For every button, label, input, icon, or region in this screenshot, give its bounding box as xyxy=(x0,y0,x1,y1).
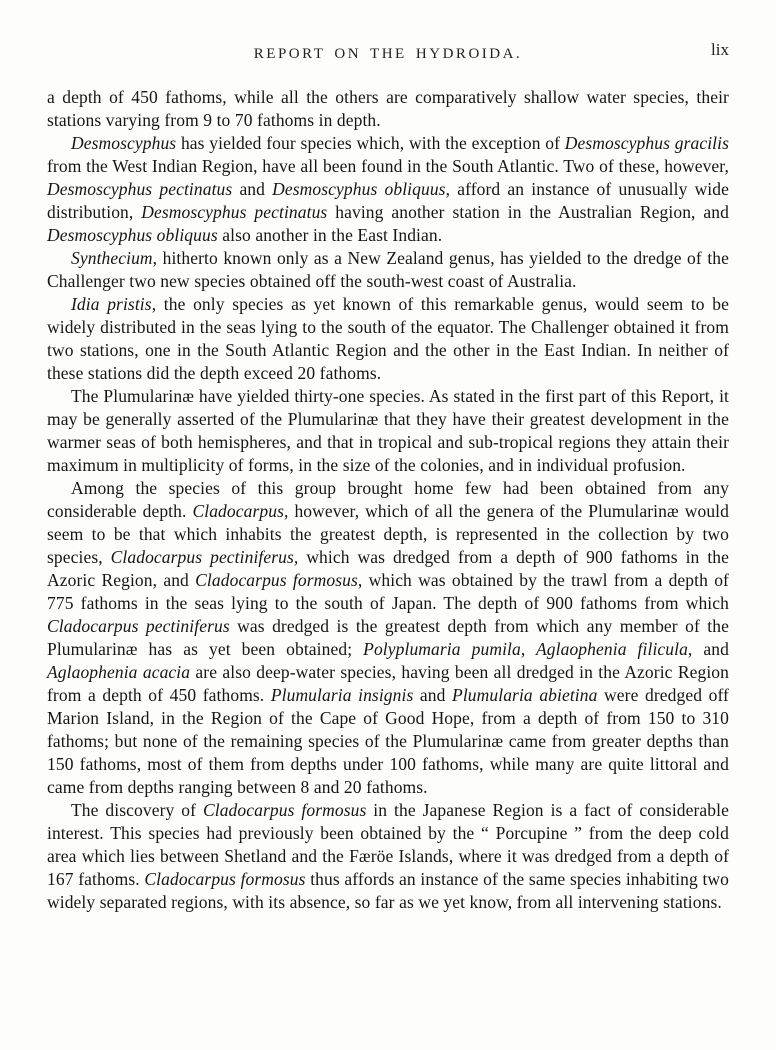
species-name: Desmoscyphus obliquus xyxy=(272,179,446,199)
text-run: are also deep-water species, having been all dredged in the Azoric Region from a depth of 450 fathoms. xyxy=(47,662,729,705)
text-run: and xyxy=(692,639,729,659)
text-run: and xyxy=(232,179,273,199)
paragraph xyxy=(47,799,729,914)
species-name: Aglaophenia acacia xyxy=(47,662,191,682)
paragraph xyxy=(47,247,729,293)
page-header xyxy=(47,40,729,70)
text-run: , hitherto known only as a New Zealand genus, has yielded to the dredge of the Challenger two new species obtained off the south-west coast of Australia. xyxy=(47,248,729,291)
species-name: Plumularia abietina xyxy=(452,685,598,705)
species-name: Desmoscyphus xyxy=(71,133,177,153)
species-name: Cladocarpus formosus xyxy=(202,800,367,820)
text-run: The Plumularinæ have yielded thirty-one species. As stated in the first part of this Report, it may be generally asserted of the Plumularinæ that they have their greatest development in the warmer seas of both hemispheres, and that in tropical and sub-tropical regions they attain their maximum in multiplicity of forms, in the size of the colonies, and in individual profusion. xyxy=(47,386,729,475)
species-name: Synthecium xyxy=(71,248,153,268)
text-run: , afford an instance of unusually wide distribution, xyxy=(47,179,729,222)
paragraph xyxy=(47,293,729,385)
text-run: The discovery of xyxy=(71,800,203,820)
species-name: Polyplumaria pumila, Aglaophenia filicula, xyxy=(363,639,693,659)
species-name: Desmoscyphus pectinatus xyxy=(141,202,328,222)
text-run: having another station in the Australian Region, and xyxy=(327,202,729,222)
text-run: Among the species of this group brought home few had been obtained from any considerable depth. xyxy=(47,478,729,521)
page-body xyxy=(47,86,729,914)
species-name: Desmoscyphus gracilis xyxy=(564,133,729,153)
text-run: from the West Indian Region, have all been found in the South Atlantic. Two of these, however, xyxy=(47,156,729,176)
text-run: was dredged is the greatest depth from which any member of the Plumularinæ has as yet been obtained; xyxy=(47,616,729,659)
species-name: Idia pristis xyxy=(71,294,152,314)
text-run: also another in the East Indian. xyxy=(217,225,443,245)
species-name: Cladocarpus pectiniferus, xyxy=(110,547,299,567)
text-run: has yielded four species which, with the exception of xyxy=(176,133,565,153)
text-run: were dredged off Marion Island, in the Region of the Cape of Good Hope, from a depth of from 150 to 310 fathoms; but none of the remaining species of the Plumularinæ came from greater depths than 150 fathoms, most of them from depths under 100 fathoms, while many are quite littoral and came from depths ranging between 8 and 20 fathoms. xyxy=(47,685,729,797)
paragraph xyxy=(47,477,729,799)
text-run: thus affords an instance of the same species inhabiting two widely separated regions, with its absence, so far as we yet know, from all intervening stations. xyxy=(47,869,729,912)
species-name: Cladocarpus formosus xyxy=(144,869,306,889)
text-run: , the only species as yet known of this remarkable genus, would seem to be widely distributed in the seas lying to the south of the equator. The Challenger obtained it from two stations, one in the South Atlantic Region and the other in the East Indian. In neither of these stations did the depth exceed 20 fathoms. xyxy=(47,294,729,383)
paragraph xyxy=(47,86,729,132)
page-number: lix xyxy=(711,40,729,59)
running-head: REPORT ON THE HYDROIDA. xyxy=(253,46,523,62)
text-run: in the Japanese Region is a fact of considerable interest. This species had previously been obtained by the “ Porcupine ” from the deep cold area which lies between Shetland and the Færöe Islands, where it was dredged from a depth of 167 fathoms. xyxy=(47,800,729,889)
text-run: which was dredged from a depth of 900 fathoms in the Azoric Region, and xyxy=(47,547,729,590)
paragraph xyxy=(47,385,729,477)
text-run: , which was obtained by the trawl from a depth of 775 fathoms in the seas lying to the south of Japan. The depth of 900 fathoms from which xyxy=(47,570,729,613)
paragraph xyxy=(47,132,729,247)
species-name: Cladocarpus formosus xyxy=(195,570,358,590)
species-name: Desmoscyphus obliquus xyxy=(47,225,218,245)
text-run: and xyxy=(413,685,453,705)
species-name: Desmoscyphus pectinatus xyxy=(47,179,233,199)
species-name: Cladocarpus xyxy=(192,501,284,521)
species-name: Cladocarpus pectiniferus xyxy=(47,616,230,636)
text-run: a depth of 450 fathoms, while all the others are comparatively shallow water species, their stations varying from 9 to 70 fathoms in depth. xyxy=(47,87,729,130)
text-run: , however, which of all the genera of the Plumularinæ would seem to be that which inhabits the greatest depth, is represented in the collection by two species, xyxy=(47,501,729,567)
species-name: Plumularia insignis xyxy=(270,685,414,705)
